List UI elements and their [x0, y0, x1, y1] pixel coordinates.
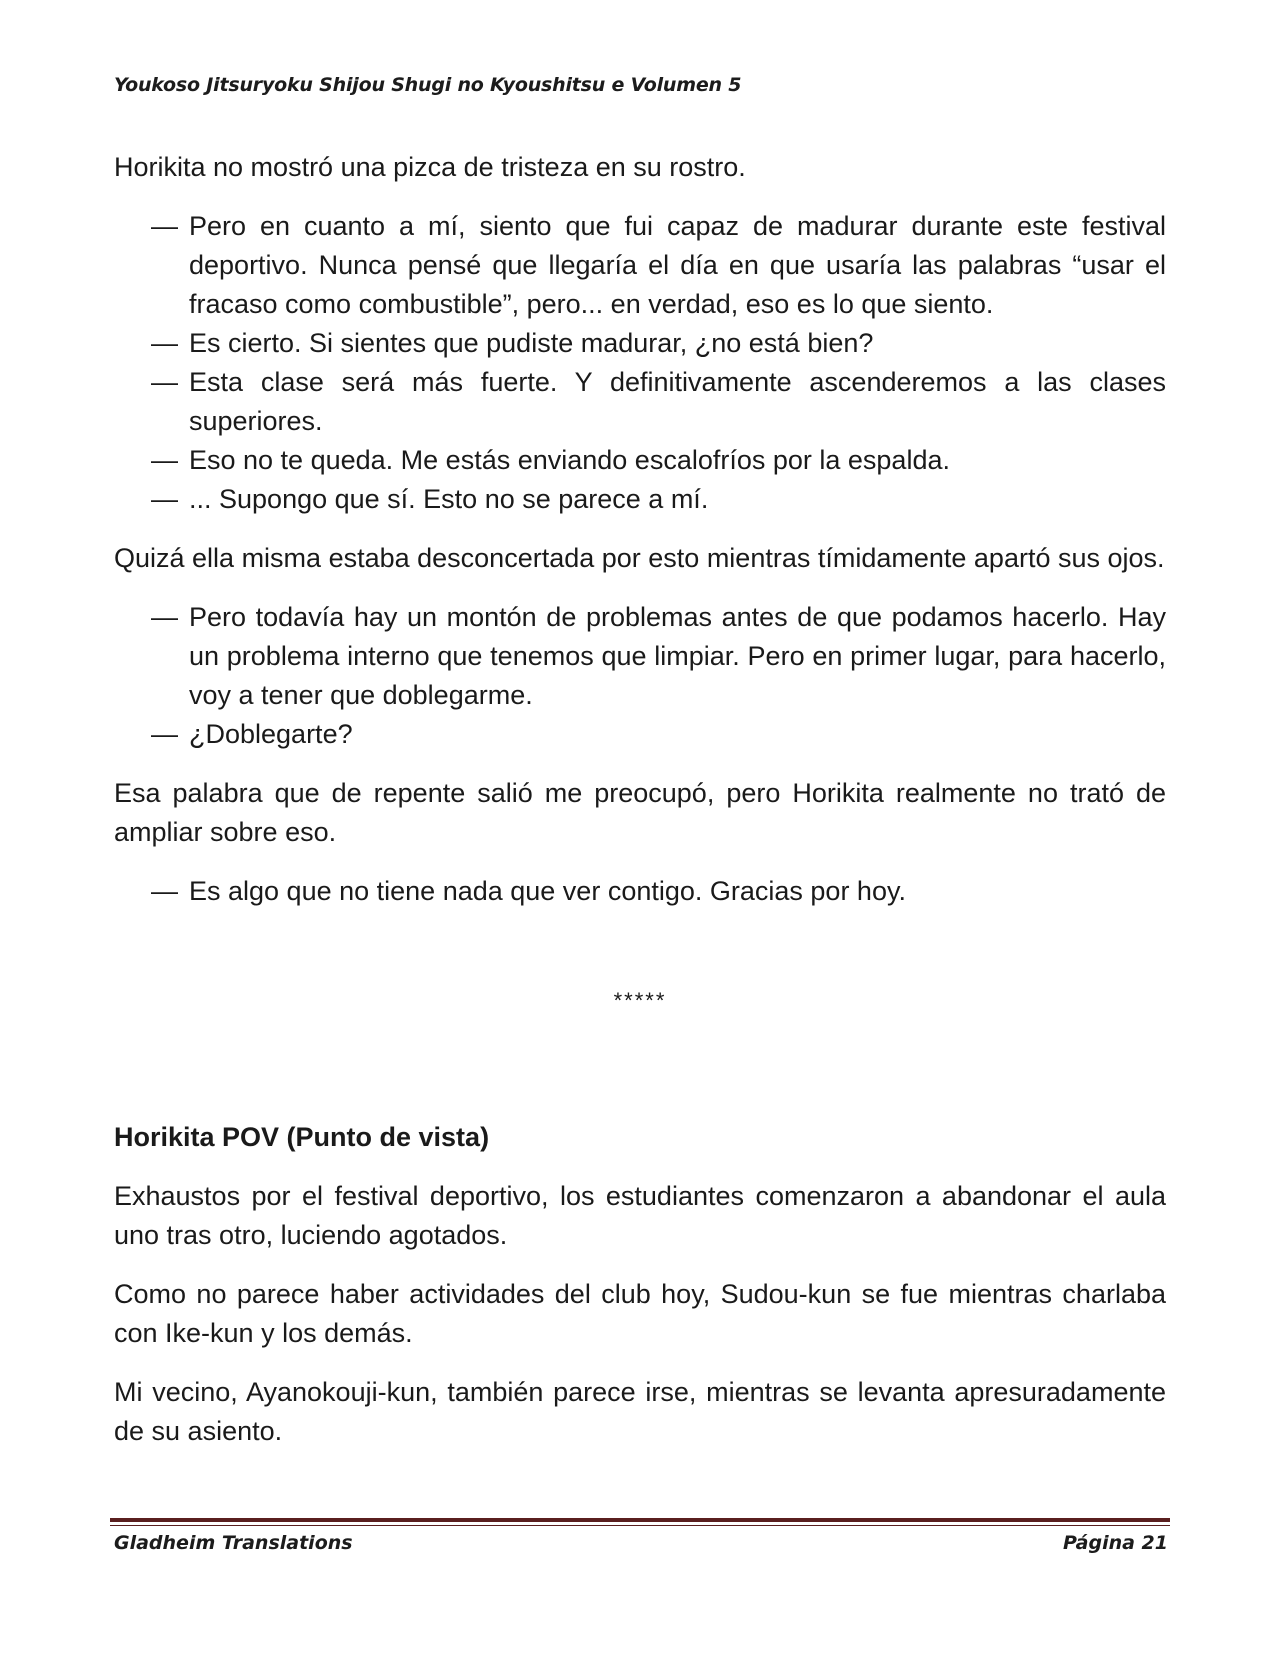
paragraph: Exhaustos por el festival deportivo, los estudiantes comenzaron a abandonar el aula uno tras otro, luciendo agotados.	[114, 1181, 1166, 1250]
running-header: Youkoso Jitsuryoku Shijou Shugi no Kyoushitsu e Volumen 5	[114, 74, 742, 96]
dialogue-text: Pero todavía hay un montón de problemas antes de que podamos hacerlo. Hay un problema interno que tenemos que limpiar. Pero en primer lugar, para hacerlo, voy a tener que doblegarme.	[189, 602, 1166, 710]
dialogue-text: Eso no te queda. Me estás enviando escalofríos por la espalda.	[189, 445, 950, 475]
em-dash: —	[151, 602, 178, 632]
dialogue-text: ¿Doblegarte?	[189, 719, 353, 749]
paragraph: Mi vecino, Ayanokouji-kun, también parece irse, mientras se levanta apresuradamente de su asiento.	[114, 1377, 1166, 1446]
paragraph: Horikita no mostró una pizca de tristeza en su rostro.	[114, 152, 746, 182]
dialogue-text: ... Supongo que sí. Esto no se parece a mí.	[189, 484, 709, 514]
em-dash: —	[151, 876, 178, 906]
paragraph: Quizá ella misma estaba desconcertada por esto mientras tímidamente apartó sus ojos.	[114, 543, 1165, 573]
em-dash: —	[151, 445, 178, 475]
section-heading: Horikita POV (Punto de vista)	[114, 1122, 490, 1152]
paragraph: Esa palabra que de repente salió me preocupó, pero Horikita realmente no trató de ampliar sobre eso.	[114, 778, 1166, 847]
dialogue-text: Esta clase será más fuerte. Y definitivamente ascenderemos a las clases superiores.	[189, 367, 1166, 436]
dialogue-line	[114, 480, 1166, 519]
page-content	[114, 148, 1166, 1471]
dialogue-line	[114, 715, 1166, 754]
scene-separator: *****	[613, 988, 667, 1013]
em-dash: —	[151, 484, 178, 514]
em-dash: —	[151, 719, 178, 749]
dialogue-block	[114, 872, 1166, 911]
em-dash: —	[151, 367, 178, 397]
page-number: Página 21	[1062, 1532, 1168, 1554]
footer-credit: Gladheim Translations	[114, 1532, 353, 1554]
dialogue-text: Es algo que no tiene nada que ver contigo. Gracias por hoy.	[189, 876, 906, 906]
dialogue-line	[114, 207, 1166, 324]
em-dash: —	[151, 328, 178, 358]
footer-rule	[110, 1518, 1170, 1522]
dialogue-line	[114, 872, 1166, 911]
dialogue-text: Es cierto. Si sientes que pudiste madurar, ¿no está bien?	[189, 328, 874, 358]
dialogue-block	[114, 598, 1166, 754]
dialogue-line	[114, 324, 1166, 363]
dialogue-block	[114, 207, 1166, 519]
dialogue-line	[114, 363, 1166, 441]
dialogue-line	[114, 598, 1166, 715]
dialogue-line	[114, 441, 1166, 480]
dialogue-text: Pero en cuanto a mí, siento que fui capaz de madurar durante este festival deportivo. Nunca pensé que llegaría el día en que usaría las palabras “usar el fracaso como combustible”, pero... en verdad, eso es lo que siento.	[189, 211, 1166, 319]
em-dash: —	[151, 211, 178, 241]
paragraph: Como no parece haber actividades del club hoy, Sudou-kun se fue mientras charlaba con Ike-kun y los demás.	[114, 1279, 1166, 1348]
footer-rule-thin	[110, 1525, 1170, 1526]
